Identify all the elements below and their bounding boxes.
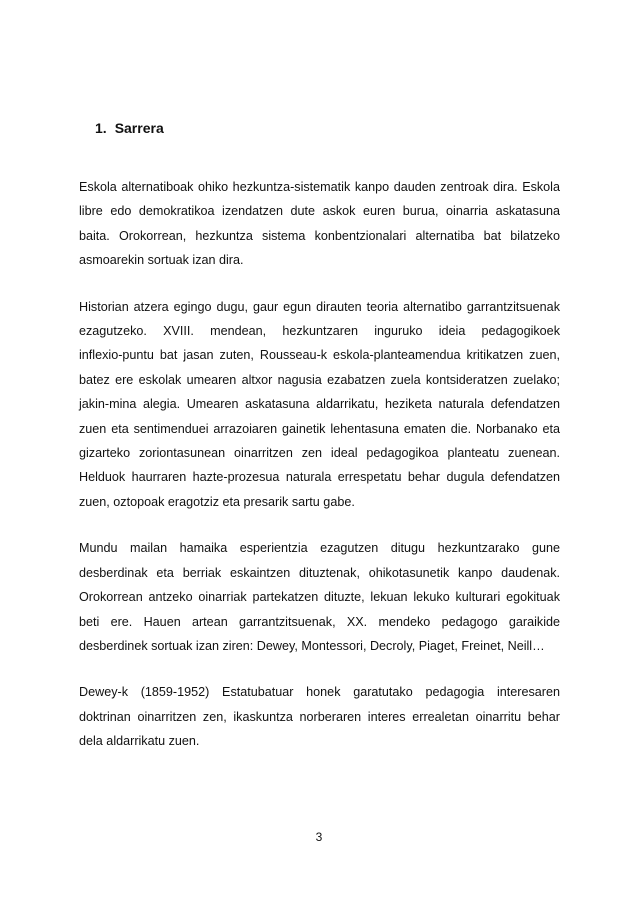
- section-title: Sarrera: [114, 120, 164, 136]
- text-line: Dewey-k (1859-1952) Estatubatuar honek garatutako pedagogia interesaren: [79, 685, 560, 700]
- text-line: beti ere. Hauen artean garrantzitsuenak, XX. mendeko pedagogo garaikide: [79, 614, 560, 629]
- paragraph-dewey: [79, 680, 560, 753]
- paragraph-history: [79, 295, 560, 515]
- text-line: zuen, oztopoak eragotziz eta presarik sartu gabe.: [79, 494, 355, 509]
- text-line: inflexio-puntu bat jasan zuten, Rousseau-k eskola-planteamendua kritikatzen zuen,: [79, 348, 560, 363]
- text-line: desberdinek sortuak izan ziren: Dewey, Montessori, Decroly, Piaget, Freinet, Neill…: [79, 638, 545, 653]
- section-heading: [95, 120, 164, 136]
- text-line: Historian atzera egingo dugu, gaur egun dirauten teoria alternatibo garrantzitsuenak: [79, 299, 560, 314]
- text-line: batez ere eskolak umearen altxor nagusia ezabatzen zuela kontsideratzen zuelako;: [79, 372, 560, 387]
- text-line: doktrinan oinarritzen zen, ikaskuntza norberaren interes errealetan oinarritu behar: [79, 709, 560, 724]
- section-number: 1.: [95, 120, 107, 136]
- paragraph-world: [79, 536, 560, 658]
- text-line: desberdinak eta berriak eskaintzen dituztenak, ohikotasunetik kanpo daudenak.: [79, 565, 560, 580]
- text-line: Eskola alternatiboak ohiko hezkuntza-sistematik kanpo dauden zentroak dira. Eskola: [79, 180, 560, 194]
- text-line: Mundu mailan hamaika esperientzia ezagutzen ditugu hezkuntzarako gune: [79, 541, 560, 556]
- text-line: libre edo demokratikoa izendatzen dute askok euren burua, oinarria askatasuna: [79, 204, 560, 219]
- text-line: Orokorrean antzeko oinarriak partekatzen dituzte, lekuan lekuko kulturari egokituak: [79, 590, 560, 605]
- text-line: gizarteko zoriontasunean oinarritzen zen ideal pedagogikoa planteatu zuenean.: [79, 446, 560, 461]
- text-line: asmoarekin sortuak izan dira.: [79, 253, 244, 268]
- body-text: [79, 175, 560, 776]
- page-number: 3: [315, 830, 323, 844]
- paragraph-intro: [79, 175, 560, 273]
- text-line: ezagutzeko. XVIII. mendean, hezkuntzaren inguruko ideia pedagogikoek: [79, 324, 560, 339]
- text-line: Helduok haurraren hazte-prozesua naturala errespetatu behar dugula defendatzen: [79, 470, 560, 485]
- text-line: jakin-mina alegia. Umearen askatasuna aldarrikatu, heziketa naturala defendatzen: [79, 397, 560, 412]
- text-line: zuen eta sentimenduei arrazoiaren gainetik lehentasuna ematen die. Norbanako eta: [79, 421, 560, 436]
- text-line: baita. Orokorrean, hezkuntza sistema konbentzionalari alternatiba bat bilatzeko: [79, 228, 560, 243]
- text-line: dela aldarrikatu zuen.: [79, 734, 200, 749]
